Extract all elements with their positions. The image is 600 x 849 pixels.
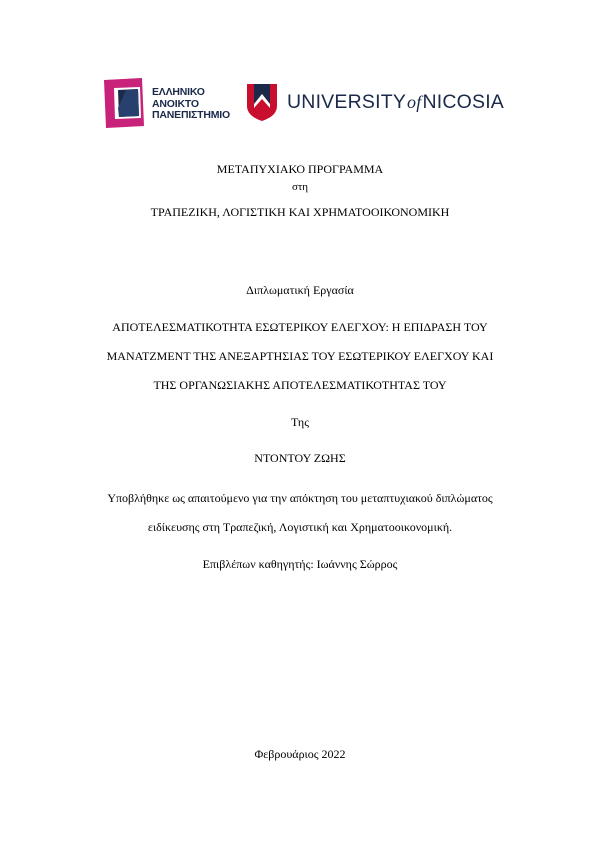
thesis-type: Διπλωματική Εργασία — [246, 283, 354, 297]
supervisor: Επιβλέπων καθηγητής: Ιωάννης Σώρρος — [202, 557, 398, 571]
eap-wordmark — [152, 87, 230, 122]
submission-statement-line: Υποβλήθηκε ως απαιτούμενο για την απόκτηση του μεταπτυχιακού διπλώματος — [107, 491, 493, 505]
author-name: ΝΤΟΝΤΟΥ ΖΩΗΣ — [254, 451, 346, 465]
eap-wordmark-line: ΑΝΟΙΚΤΟ — [152, 97, 199, 110]
eap-wordmark-line: ΕΛΛΗΝΙΚΟ — [152, 86, 205, 98]
author-prefix: Της — [291, 415, 309, 429]
unic-wordmark — [287, 91, 504, 114]
thesis-title-line: ΜΑΝΑΤΖΜΕΝΤ ΤΗΣ ΑΝΕΞΑΡΤΗΣΙΑΣ ΤΟΥ ΕΣΩΤΕΡΙΚΟΥ ΕΛΕΓΧΟΥ ΚΑΙ — [106, 349, 494, 363]
unic-wordmark-of: of — [407, 92, 422, 112]
eap-wordmark-line: ΠΑΝΕΠΙΣΤΗΜΙΟ — [152, 109, 230, 121]
hellenic-open-university-logo — [104, 78, 230, 128]
unic-wordmark-university: UNIVERSITY — [287, 91, 407, 113]
unic-shield-icon — [245, 82, 279, 122]
thesis-title-line: ΤΗΣ ΟΡΓΑΝΩΣΙΑΚΗΣ ΑΠΟΤΕΛΕΣΜΑΤΙΚΟΤΗΤΑΣ ΤΟΥ — [153, 378, 447, 392]
unic-wordmark-nicosia: NICOSIA — [422, 91, 505, 113]
program-field: ΤΡΑΠΕΖΙΚΗ, ΛΟΓΙΣΤΙΚΗ ΚΑΙ ΧΡΗΜΑΤΟΟΙΚΟΝΟΜΙΚΗ — [150, 205, 450, 219]
thesis-title-line: ΑΠΟΤΕΛΕΣΜΑΤΙΚΟΤΗΤΑ ΕΣΩΤΕΡΙΚΟΥ ΕΛΕΓΧΟΥ: Η ΕΠΙΔΡΑΣΗ ΤΟΥ — [112, 320, 488, 334]
submission-statement-line: ειδίκευσης στη Τραπεζική, Λογιστική και Χρηματοοικονομική. — [147, 520, 453, 534]
program-title: ΜΕΤΑΠΥΧΙΑΚΟ ΠΡΟΓΡΑΜΜΑ — [216, 162, 384, 176]
program-connector: στη — [291, 181, 309, 193]
university-of-nicosia-logo — [245, 82, 505, 122]
eap-emblem-icon — [104, 78, 154, 128]
submission-date: Φεβρουάριος 2022 — [254, 747, 346, 761]
